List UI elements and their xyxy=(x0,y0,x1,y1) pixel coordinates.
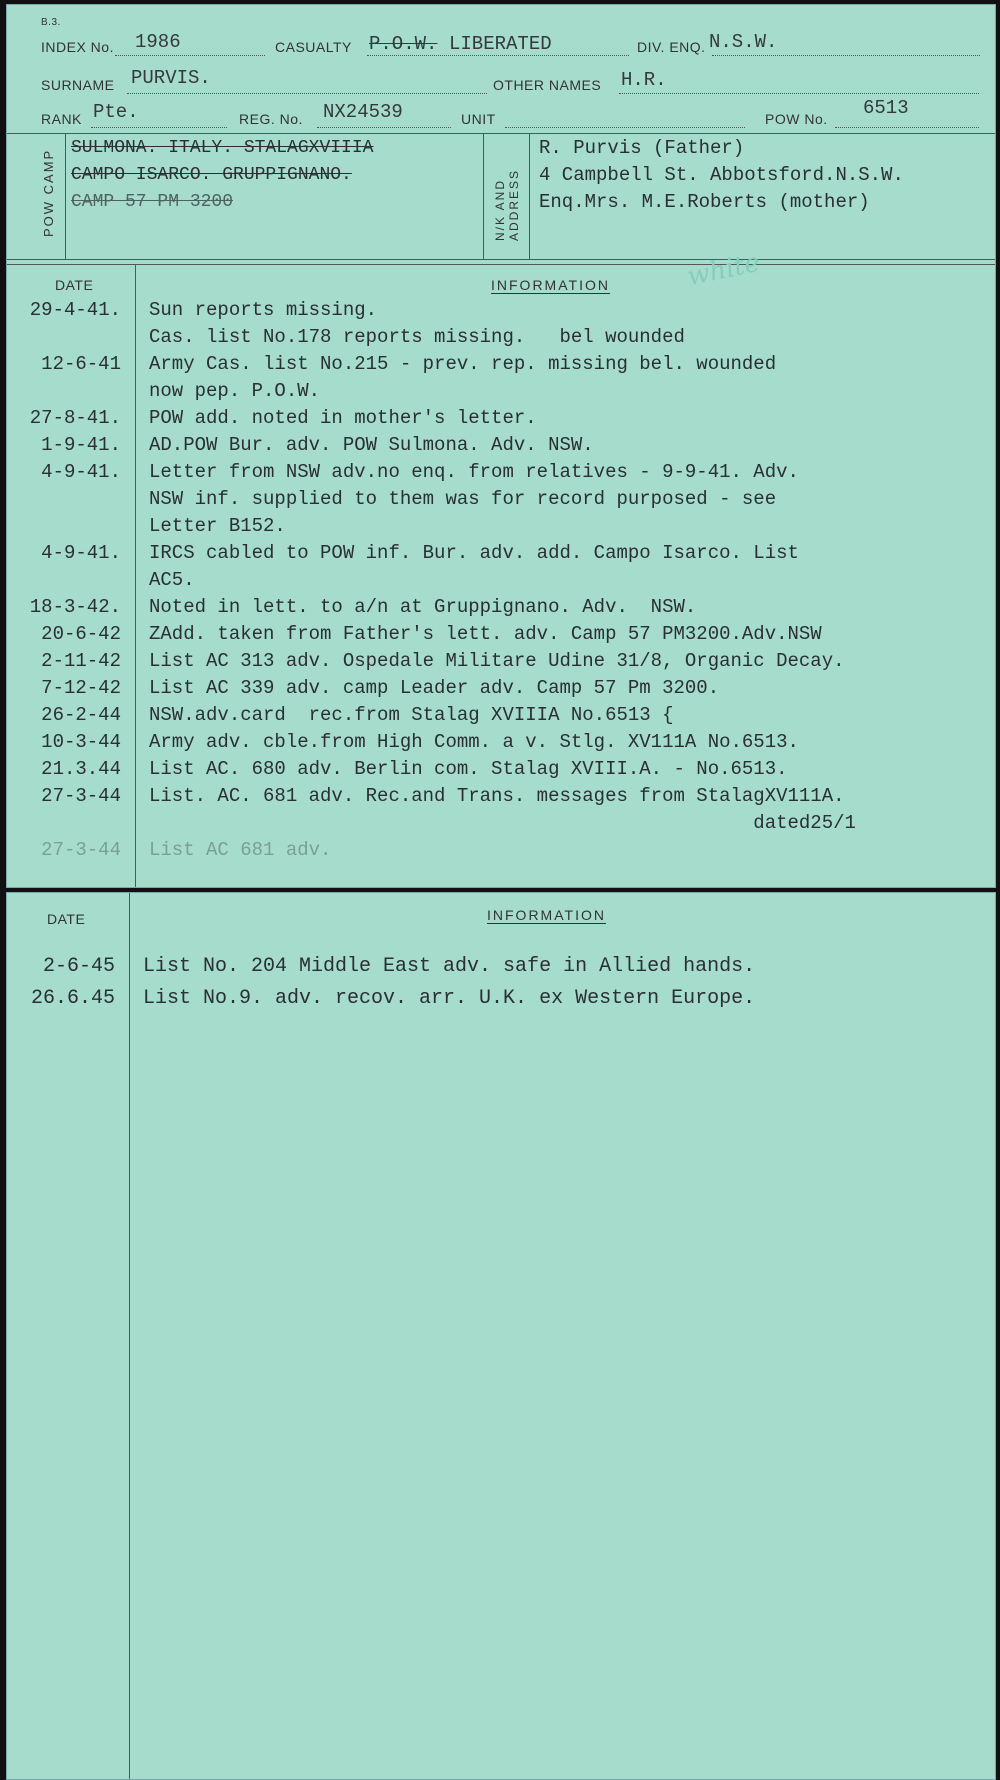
div-enq-value: N.S.W. xyxy=(709,31,778,53)
pow-camp-line: CAMPO ISARCO. GRUPPIGNANO. xyxy=(71,165,352,185)
entry-date: 26-2-44 xyxy=(41,704,121,726)
nk-address-label: N/K AND ADDRESS xyxy=(493,168,521,241)
entry-date: 12-6-41 xyxy=(41,353,121,375)
entry-text: POW add. noted in mother's letter. xyxy=(149,407,537,429)
nk-address-line: R. Purvis (Father) xyxy=(539,137,745,159)
entry-date: 2-11-42 xyxy=(41,650,121,672)
entries-list xyxy=(7,951,995,1015)
information-header: INFORMATION xyxy=(487,907,606,923)
entry-text: AD.POW Bur. adv. POW Sulmona. Adv. NSW. xyxy=(149,434,594,456)
pow-camp-line: SULMONA. ITALY. STALAGXVIIIA xyxy=(71,138,374,158)
pow-no-value: 6513 xyxy=(863,97,909,119)
entry-text: List AC 339 adv. camp Leader adv. Camp 57 Pm 3200. xyxy=(149,677,720,699)
entry-text: Letter from NSW adv.no enq. from relatives - 9-9-41. Adv. xyxy=(149,461,799,483)
date-header: DATE xyxy=(55,277,94,293)
entry-row xyxy=(7,621,995,648)
entry-date: 27-8-41. xyxy=(29,407,121,429)
entry-date: 4-9-41. xyxy=(41,542,121,564)
index-label: INDEX No. xyxy=(41,39,114,55)
entry-text: List AC. 680 adv. Berlin com. Stalag XVIII.A. - No.6513. xyxy=(149,758,788,780)
entry-date: 27-3-44 xyxy=(41,839,121,861)
entry-text: IRCS cabled to POW inf. Bur. adv. add. Campo Isarco. List xyxy=(149,542,799,564)
pow-camp-line: CAMP 57 PM 3200 xyxy=(71,192,234,212)
entry-date: 7-12-42 xyxy=(41,677,121,699)
entry-date: 21.3.44 xyxy=(41,758,121,780)
casualty-struck-value: P.O.W. xyxy=(369,33,438,55)
index-value: 1986 xyxy=(135,31,181,53)
entry-row xyxy=(7,324,995,351)
entry-text: now pep. P.O.W. xyxy=(149,380,321,402)
other-names-value: H.R. xyxy=(621,69,667,91)
date-header: DATE xyxy=(47,911,86,927)
entry-row xyxy=(7,513,995,540)
entry-text: List AC 681 adv. xyxy=(149,839,332,861)
reg-no-value: NX24539 xyxy=(323,101,403,123)
entry-text: NSW.adv.card rec.from Stalag XVIIIA No.6513 { xyxy=(149,704,674,726)
information-header: INFORMATION xyxy=(491,277,610,293)
entry-row xyxy=(7,351,995,378)
pow-camp-label: POW CAMP xyxy=(41,148,56,237)
entry-row xyxy=(7,675,995,702)
entry-date: 2-6-45 xyxy=(42,955,115,978)
surname-value: PURVIS. xyxy=(131,67,211,89)
casualty-card-front xyxy=(6,4,996,888)
reg-no-label: REG. No. xyxy=(239,111,303,127)
entry-row xyxy=(7,983,995,1015)
entry-row xyxy=(7,648,995,675)
entry-date xyxy=(7,513,135,540)
entry-text: Cas. list No.178 reports missing. bel wounded xyxy=(149,326,685,348)
entry-row xyxy=(7,729,995,756)
entry-row xyxy=(7,810,995,837)
entry-text: List. AC. 681 adv. Rec.and Trans. messages from StalagXV111A. xyxy=(149,785,845,807)
entry-row xyxy=(7,783,995,810)
pow-no-label: POW No. xyxy=(765,111,828,127)
entry-date: 29-4-41. xyxy=(29,299,121,321)
entry-date xyxy=(7,567,135,594)
entry-date: 4-9-41. xyxy=(41,461,121,483)
entry-date: 26.6.45 xyxy=(30,987,115,1010)
entry-text: NSW inf. supplied to them was for record purposed - see xyxy=(149,488,777,510)
form-code: B.3. xyxy=(41,17,61,28)
pencil-note: white xyxy=(684,247,763,293)
entry-text: Army adv. cble.from High Comm. a v. Stlg. XV111A No.6513. xyxy=(149,731,799,753)
div-enq-label: DIV. ENQ. xyxy=(637,39,706,55)
entry-date: 10-3-44 xyxy=(41,731,121,753)
entry-date: 27-3-44 xyxy=(41,785,121,807)
entry-row xyxy=(7,837,995,864)
unit-label: UNIT xyxy=(461,111,496,127)
entry-date: 18-3-42. xyxy=(29,596,121,618)
entry-row xyxy=(7,297,995,324)
entries-list xyxy=(7,297,995,864)
entry-text: Army Cas. list No.215 - prev. rep. missing bel. wounded xyxy=(149,353,777,375)
entry-row xyxy=(7,594,995,621)
entry-row xyxy=(7,486,995,513)
entry-text: List No. 204 Middle East adv. safe in Allied hands. xyxy=(143,955,756,978)
entry-text: List No.9. adv. recov. arr. U.K. ex Western Europe. xyxy=(143,987,756,1010)
entry-text: ZAdd. taken from Father's lett. adv. Camp 57 PM3200.Adv.NSW xyxy=(149,623,822,645)
entry-row xyxy=(7,405,995,432)
entry-row xyxy=(7,702,995,729)
casualty-value: LIBERATED xyxy=(449,33,552,55)
entry-row xyxy=(7,540,995,567)
entry-text: Sun reports missing. xyxy=(149,299,378,321)
rank-value: Pte. xyxy=(93,101,139,123)
entry-date: 20-6-42 xyxy=(41,623,121,645)
nk-address-line: 4 Campbell St. Abbotsford.N.S.W. xyxy=(539,164,904,186)
entry-row xyxy=(7,378,995,405)
entry-text: Noted in lett. to a/n at Gruppignano. Adv. NSW. xyxy=(149,596,697,618)
entry-text: AC5. xyxy=(149,569,195,591)
entry-row xyxy=(7,432,995,459)
nk-address-line: Enq.Mrs. M.E.Roberts (mother) xyxy=(539,191,870,213)
entry-row xyxy=(7,567,995,594)
entry-text: List AC 313 adv. Ospedale Militare Udine 31/8, Organic Decay. xyxy=(149,650,845,672)
entry-row xyxy=(7,951,995,983)
other-names-label: OTHER NAMES xyxy=(493,77,602,93)
entry-row xyxy=(7,459,995,486)
entry-date: 1-9-41. xyxy=(41,434,121,456)
surname-label: SURNAME xyxy=(41,77,115,93)
entry-date xyxy=(7,486,135,513)
entry-date xyxy=(7,378,135,405)
entry-date xyxy=(7,810,135,837)
entry-row xyxy=(7,756,995,783)
casualty-label: CASUALTY xyxy=(275,39,352,55)
rank-label: RANK xyxy=(41,111,82,127)
entry-text: dated25/1 xyxy=(149,812,856,834)
entry-text: Letter B152. xyxy=(149,515,286,537)
entry-date xyxy=(7,324,135,351)
casualty-card-back xyxy=(6,892,996,1780)
